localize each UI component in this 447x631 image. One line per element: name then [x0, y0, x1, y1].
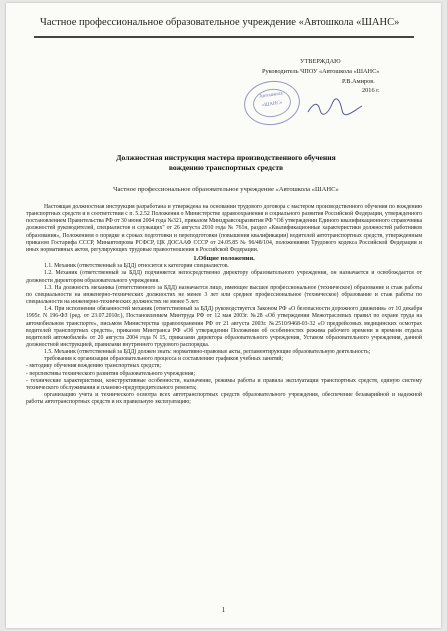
- paragraph-1-1: 1.1. Механик (ответственный за БДД) относится к категории специалистов.: [44, 263, 229, 270]
- document-body: [26, 204, 422, 406]
- document-title-line2: вождению транспортных средств: [168, 163, 284, 172]
- document-title: [46, 153, 406, 173]
- document-title-line1: Должностная инструкция мастера производственного обучения: [116, 153, 336, 162]
- paragraph-1-4: 1.4. При исполнении обязанностей механик (ответственный за БДД) руководствуется Законом РФ «О безопасности дорожного движения» от 10 декабря 1995г. N 196-ФЗ (ред. от 23.07.2010г.), Постановлением Минтруда РФ от 12 мая 2003г. №28 «Об утверждении Межотраслевых правил по охране труда на автомобильном транспорте», письмом Министерства здравоохранения РФ от 21 августа 2003г. №2510/9468-03-32 «О предрейсовых медицинских осмотрах водителей транспортных средств», приказом Минтранса РФ «Об утверждении Положения об особенностях режима рабочего времени и времени отдыха водителей автомобилей» от 20 августа 2004 года N 15, приказами директора образовательного учреждения, Уставом образовательного учреждения, данной должностной инструкцией, правилами внутреннего трудового распорядка.: [26, 306, 422, 348]
- approval-name: Р.В.Амиров.: [342, 77, 375, 85]
- page-number: 1: [221, 606, 226, 614]
- intro-paragraph: Настоящая должностная инструкция разработана и утверждена на основании трудового договора с мастером производственного обучения по вождению транспортных средств и в соответствии с п. 5.2.52 Положения о Министерстве здравоохранения и социального развития Российской Федерации, утвержденного постановлением Правительства РФ от 30 июня 2004 года №321, приказом Минздравсоцразвития РФ "Об утверждении Единого квалификационного справочника должностей руководителей, специалистов и служащих" от 26 августа 2010 года № 761н, раздел «Квалификационные характеристики должностей работников образования», Положением о порядке и сроках подготовки и переподготовки (повышения квалификации) водителей автотранспортных средств, утвержденным приказом Гостарифа СССР, Минавтопрома РСФСР, ЦК ДОСААФ СССР от 24.05.85 № 96/48/104, положениями Трудового кодекса Российской Федерации и иных нормативных актов, регулирующих трудовые правоотношения в Российской Федерации.: [26, 204, 422, 253]
- list-item: - перспективы технического развития образовательного учреждения;: [26, 370, 196, 377]
- list-item: - технические характеристики, конструктивные особенности, назначение, режимы работы и правила эксплуатации транспортных средств, единую систему технического обслуживания и планово-предупредительного ремонта;: [26, 377, 422, 391]
- stamp-text-mid: «ШАНС»: [261, 100, 283, 109]
- paragraph-1-5: 1.5. Механик (ответственный за БДД) должен знать: нормативно-правовые акты, регламентирующие образовательную деятельность;: [44, 349, 371, 356]
- signature-icon: [306, 98, 366, 118]
- document-org-line: Частное профессиональное образовательное учреждение «Автошкола «ШАНС»: [113, 186, 339, 193]
- list-item: организацию учета и технического осмотра всех автотранспортных средств образовательного учреждения, обеспечение безаварийной и надежной работы автотранспортных средств и их правильную эксплуатацию;: [26, 392, 422, 406]
- list-item: требования к организации образовательного процесса и составлению графиков учебных занятий;: [44, 356, 284, 363]
- list-item: - методику обучения вождению транспортных средств;: [26, 363, 161, 370]
- header-org-name: Частное профессиональное образовательное учреждение «Автошкола «ШАНС»: [40, 17, 400, 28]
- paragraph-1-3: 1.3. На должность механика (ответственного за БДД) назначается лицо, имеющее высшее профессиональное (техническое) образование и стаж работы по специальности на инженерно-технических должностях не менее 3 лет или среднее профессиональное (техническое) образование и стаж работы по специальности на инженерно-технических должностях не менее 5 лет.: [26, 284, 422, 306]
- stamp-text-top: Автошкола: [258, 91, 284, 100]
- approval-date: 2016 г.: [362, 87, 380, 95]
- approval-position: Руководитель ЧПОУ «Автошкола «ШАНС»: [262, 67, 380, 75]
- header-divider: [34, 36, 414, 38]
- approval-heading: УТВЕРЖДАЮ: [300, 58, 341, 65]
- section-heading: 1.Общие положения.: [193, 255, 255, 263]
- paragraph-1-2: 1.2. Механик (ответственный за БДД) подчиняется непосредственно директору образовательного учреждения, он назначается и освобождается от должности директором образовательного учреждения.: [26, 270, 422, 284]
- document-page: [6, 3, 441, 628]
